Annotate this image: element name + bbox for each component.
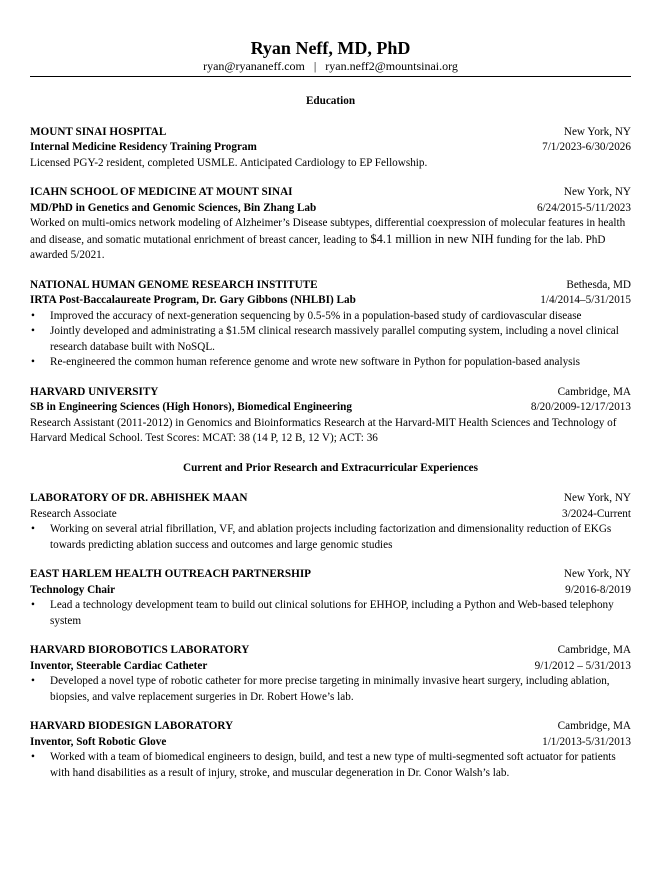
description-text: funding for the lab. PhD awarded 5/2021. [30, 233, 606, 261]
education-entry [30, 185, 631, 264]
bullet-list [30, 309, 631, 371]
education-entry [30, 385, 631, 447]
bullet-item: • Working on several atrial fibrillation, VF, and ablation projects including factorization and dimensionality reduction of EKGs towards predicting ablation success and outcomes and large genomic studies [30, 522, 631, 553]
role-title: Internal Medicine Residency Training Program [30, 141, 257, 153]
bullet-list [30, 522, 631, 553]
role-title: Research Associate [30, 507, 117, 520]
role-title: Inventor, Soft Robotic Glove [30, 735, 167, 748]
bullet-list [30, 598, 631, 629]
primary-email[interactable]: ryan@ryananeff.com [203, 59, 305, 73]
role-title: Inventor, Steerable Cardiac Catheter [30, 659, 208, 672]
education-section [30, 94, 631, 447]
organization-name: MOUNT SINAI HOSPITAL [30, 125, 167, 138]
organization-name: LABORATORY OF DR. ABHISHEK MAAN [30, 492, 248, 504]
experience-entry [30, 567, 631, 629]
location: Cambridge, MA [557, 720, 631, 732]
candidate-name: Ryan Neff, MD, PhD [250, 38, 411, 58]
location: Cambridge, MA [557, 385, 631, 398]
header-divider [30, 76, 631, 77]
bullet-item: • Re-engineered the common human reference genome and wrote new software in Python for population-based analysis [30, 355, 631, 371]
role-title: MD/PhD in Genetics and Genomic Sciences, Bin Zhang Lab [30, 201, 317, 214]
location: Cambridge, MA [557, 644, 631, 656]
entry-description [30, 216, 631, 264]
education-entry [30, 125, 631, 172]
section-title: Current and Prior Research and Extracurricular Experiences [183, 461, 478, 474]
bullet-item: • Improved the accuracy of next-generation sequencing by 0.5-5% in a population-based study of cardiovascular disease [30, 309, 631, 325]
education-entry [30, 278, 631, 371]
bullet-item: • Worked with a team of biomedical engineers to design, build, and test a new type of multi-segmented soft actuator for patients with hand disabilities as a result of injury, stroke, and muscular degeneration in Dr. Conor Walsh’s lab. [30, 750, 631, 781]
date-range: 9/2016-8/2019 [565, 583, 631, 596]
entry-description: Research Assistant (2011-2012) in Genomics and Bioinformatics Research at the Harvard-MIT Health Sciences and Technology of Harvard Medical School. Test Scores: MCAT: 38 (14 P, 12 B, 12 V); ACT: 36 [30, 416, 617, 444]
date-range: 1/4/2014–5/31/2015 [540, 294, 631, 306]
date-range: 1/1/2013-5/31/2013 [542, 735, 631, 748]
bullet-item: • Developed a novel type of robotic catheter for more precise targeting in minimally invasive heart surgery, including ablation, biopsies, and valve replacement surgeries in Dr. Robert Howe’s lab. [30, 674, 631, 705]
experience-entry [30, 719, 631, 781]
experience-entry [30, 643, 631, 705]
entry-description: Licensed PGY-2 resident, completed USMLE. Anticipated Cardiology to EP Fellowship. [30, 156, 428, 169]
location: New York, NY [563, 186, 631, 198]
secondary-email[interactable]: ryan.neff2@mountsinai.org [325, 59, 458, 73]
research-section [30, 461, 631, 782]
organization-name: ICAHN SCHOOL OF MEDICINE AT MOUNT SINAI [30, 186, 293, 198]
location: New York, NY [563, 125, 631, 138]
location: Bethesda, MD [566, 278, 631, 291]
resume-header [30, 38, 631, 77]
date-range: 6/24/2015-5/11/2023 [536, 201, 631, 214]
bullet-item: • Jointly developed and administrating a $1.5M clinical research massively parallel computing system, including a novel clinical research database built with NoSQL. [30, 324, 631, 355]
bullet-list [30, 750, 631, 781]
role-title: IRTA Post-Baccalaureate Program, Dr. Gary Gibbons (NHLBI) Lab [30, 294, 356, 306]
date-range: 9/1/2012 – 5/31/2013 [534, 659, 631, 672]
role-title: SB in Engineering Sciences (High Honors), Biomedical Engineering [30, 401, 352, 413]
date-range: 8/20/2009-12/17/2013 [530, 401, 631, 413]
email-separator: | [313, 59, 317, 73]
experience-entry [30, 491, 631, 553]
location: New York, NY [563, 492, 631, 504]
description-text: Worked on multi-omics network modeling of Alzheimer’s Disease subtypes, differential coexpression of molecular features in health and disease, and somatic mutational enrichment of breast cancer, leading to [30, 217, 626, 246]
funding-highlight: $4.1 million in new NIH [370, 231, 494, 246]
organization-name: HARVARD UNIVERSITY [30, 385, 159, 398]
organization-name: NATIONAL HUMAN GENOME RESEARCH INSTITUTE [30, 278, 318, 291]
date-range: 3/2024-Current [562, 507, 631, 520]
role-title: Technology Chair [30, 583, 116, 596]
organization-name: HARVARD BIOROBOTICS LABORATORY [30, 644, 250, 656]
organization-name: HARVARD BIODESIGN LABORATORY [30, 720, 234, 732]
contact-line [30, 59, 631, 74]
section-title: Education [305, 95, 356, 107]
bullet-list [30, 674, 631, 705]
organization-name: EAST HARLEM HEALTH OUTREACH PARTNERSHIP [30, 568, 312, 580]
bullet-item: • Lead a technology development team to build out clinical solutions for EHHOP, including a Python and Web-based telephony system [30, 598, 631, 629]
date-range: 7/1/2023-6/30/2026 [542, 141, 631, 153]
location: New York, NY [563, 568, 631, 580]
